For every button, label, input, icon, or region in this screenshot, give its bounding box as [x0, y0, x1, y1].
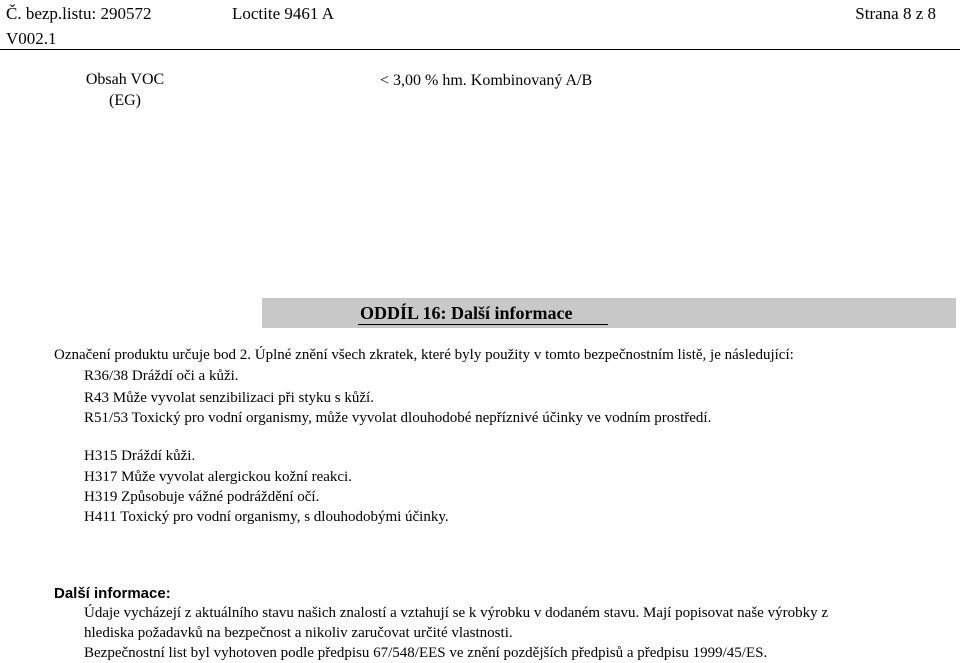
voc-value: < 3,00 % hm. Kombinovaný A/B — [380, 72, 593, 89]
sheet-number: Č. bezp.listu: 290572 — [6, 4, 152, 23]
voc-label-unit: (EG) — [109, 92, 141, 109]
r-phrase: R51/53 Toxický pro vodní organismy, může vyvolat dlouhodobé nepříznivé účinky ve vodním prostředí. — [84, 410, 712, 426]
further-info-heading: Další informace: — [54, 585, 171, 602]
further-info-text: Bezpečnostní list byl vyhotoven podle předpisu 67/548/EES ve znění pozdějších předpisů a předpisu 1999/45/ES. — [84, 645, 768, 661]
h-phrase: H317 Může vyvolat alergickou kožní reakci. — [84, 469, 352, 485]
section-intro: Označení produktu určuje bod 2. Úplné znění všech zkratek, které byly použity v tomto bezpečnostním listě, je následující: — [54, 347, 794, 363]
section-title-underline — [358, 324, 608, 325]
h-phrase: H315 Dráždí kůži. — [84, 448, 196, 464]
header-divider — [0, 49, 960, 50]
further-info-text: Údaje vycházejí z aktuálního stavu našich znalostí a vztahují se k výrobku v dodaném stavu. Mají popisovat naše výrobky z — [84, 605, 828, 621]
section-title: ODDÍL 16: Další informace — [360, 303, 573, 323]
h-phrase: H319 Způsobuje vážné podráždění očí. — [84, 489, 320, 505]
voc-label: Obsah VOC — [85, 71, 165, 88]
page-number: Strana 8 z 8 — [855, 4, 936, 23]
r-phrase: R43 Může vyvolat senzibilizaci při styku s kůží. — [84, 390, 374, 406]
product-name: Loctite 9461 A — [232, 4, 334, 23]
r-phrase: R36/38 Dráždí oči a kůži. — [84, 368, 239, 384]
h-phrase: H411 Toxický pro vodní organismy, s dlouhodobými účinky. — [84, 509, 449, 525]
further-info-text: hlediska požadavků na bezpečnost a nikoliv zaručovat určité vlastnosti. — [84, 625, 513, 641]
version-number: V002.1 — [6, 29, 57, 48]
